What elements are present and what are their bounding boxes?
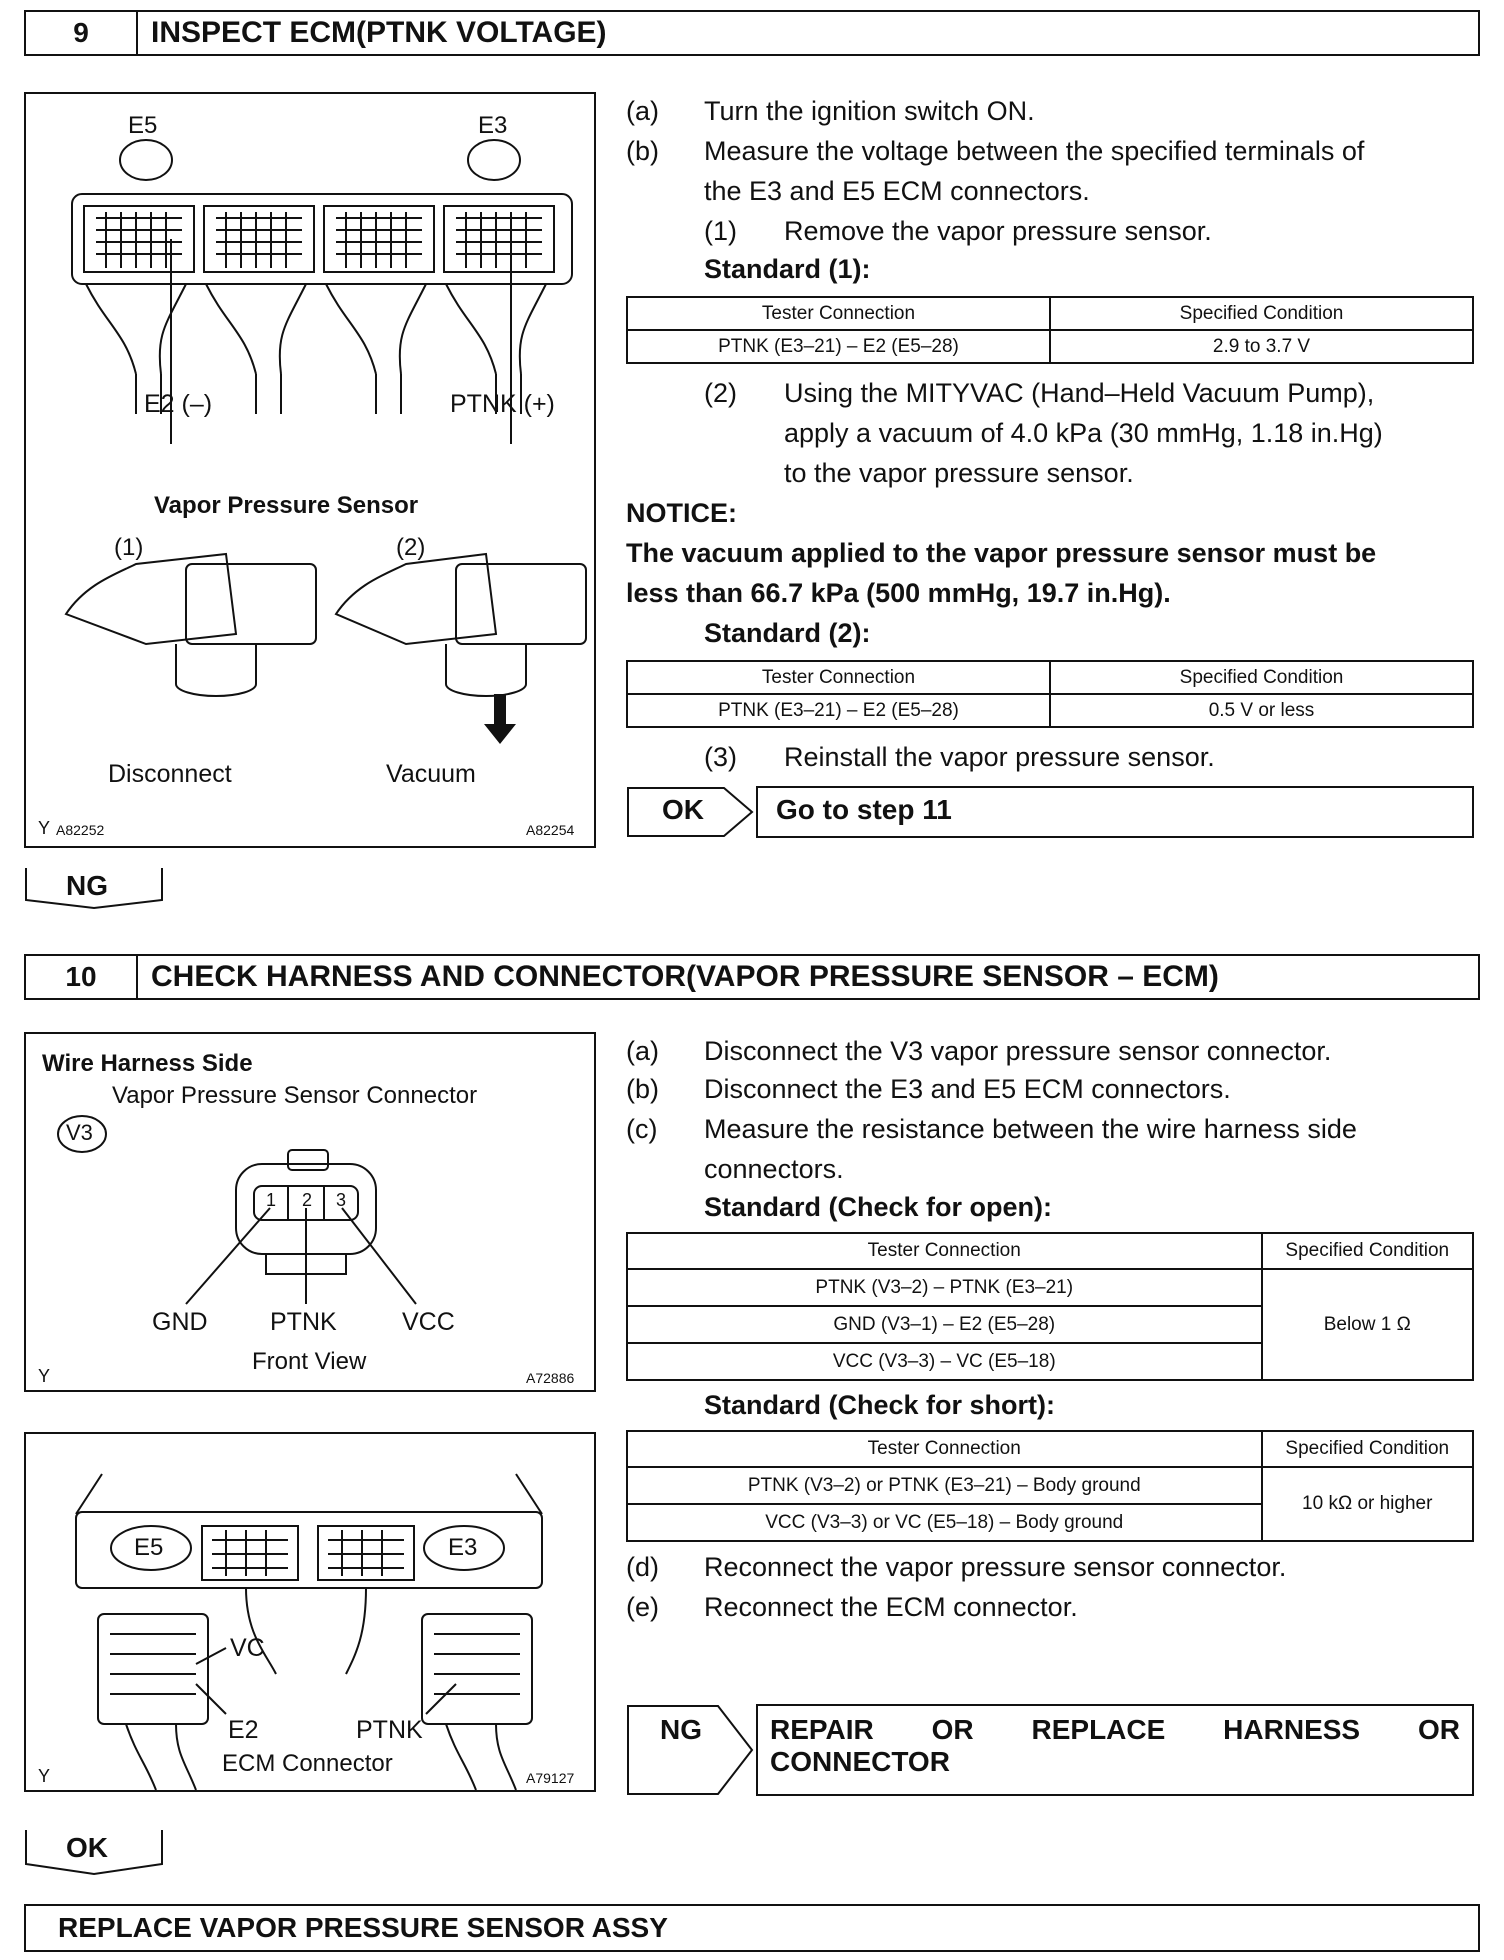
label-gnd: GND — [152, 1308, 208, 1336]
step-9-header — [24, 10, 1480, 56]
harness-subtitle: Vapor Pressure Sensor Connector — [112, 1082, 478, 1109]
pin-3: 3 — [336, 1190, 347, 1210]
ecm-voltage-figure — [24, 92, 596, 848]
ecm-connector-illustration-2 — [26, 1434, 594, 1790]
table-cell: 2.9 to 3.7 V — [1050, 330, 1473, 363]
step9-b-text1: Measure the voltage between the specified terminals of — [704, 136, 1365, 166]
table-header-row — [627, 297, 1473, 330]
step-9-number: 9 — [26, 12, 138, 54]
step-9-title: INSPECT ECM(PTNK VOLTAGE) — [151, 16, 607, 49]
sensor-title: Vapor Pressure Sensor — [154, 492, 419, 519]
ok-label: OK — [662, 794, 704, 825]
table-cell: PTNK (V3–2) or PTNK (E3–21) – Body ground — [627, 1467, 1262, 1504]
table-row — [627, 330, 1473, 363]
table-header-row — [627, 661, 1473, 694]
step10-e-text: Reconnect the ECM connector. — [704, 1592, 1078, 1622]
table-header-cell: Tester Connection — [627, 297, 1050, 330]
harness-connector-figure — [24, 1032, 596, 1392]
final-step-title: REPLACE VAPOR PRESSURE SENSOR ASSY — [58, 1912, 668, 1943]
spec-table-2 — [626, 660, 1474, 728]
step9-s2-text2: apply a vacuum of 4.0 kPa (30 mmHg, 1.18 in.Hg) — [784, 418, 1383, 448]
step9-s2-text1: Using the MITYVAC (Hand–Held Vacuum Pump), — [784, 378, 1375, 408]
step-10-header — [24, 954, 1480, 1000]
ok-label-10: OK — [66, 1832, 108, 1863]
fig-code-left: A82252 — [56, 822, 105, 838]
ecm-connector-illustration — [26, 94, 594, 846]
ecm-connector-figure — [24, 1432, 596, 1792]
label-disconnect: Disconnect — [108, 760, 232, 788]
table-header-cell: Tester Connection — [627, 1233, 1262, 1269]
fig-code-y: Y — [38, 1366, 51, 1386]
step10-d-text: Reconnect the vapor pressure sensor connector. — [704, 1552, 1287, 1582]
ng-label-10: NG — [660, 1714, 702, 1745]
table-cell: VCC (V3–3) or VC (E5–18) – Body ground — [627, 1504, 1262, 1541]
std-open-heading: Standard (Check for open): — [704, 1192, 1053, 1222]
table-header-cell: Specified Condition — [1262, 1233, 1474, 1269]
table-row — [627, 1467, 1473, 1504]
label-ptnk: PTNK — [356, 1716, 423, 1744]
label-2: (2) — [396, 534, 426, 561]
step9-s2-marker: (2) — [704, 378, 737, 408]
table-cell: PTNK (E3–21) – E2 (E5–28) — [627, 694, 1050, 727]
ng-label: NG — [66, 870, 108, 901]
step9-std1: Standard (1): — [704, 254, 871, 284]
step9-a-text: Turn the ignition switch ON. — [704, 96, 1035, 126]
table-cell: GND (V3–1) – E2 (E5–28) — [627, 1306, 1262, 1343]
label-1: (1) — [114, 534, 144, 561]
label-e2: E2 — [228, 1716, 259, 1744]
step9-s3-marker: (3) — [704, 742, 737, 772]
ok-result-box — [756, 786, 1474, 838]
step10-d-marker: (d) — [626, 1552, 659, 1582]
table-cell: VCC (V3–3) – VC (E5–18) — [627, 1343, 1262, 1380]
label-vc: VC — [230, 1634, 265, 1662]
step-10-title: CHECK HARNESS AND CONNECTOR(VAPOR PRESSURE SENSOR – ECM) — [151, 960, 1219, 993]
harness-title: Wire Harness Side — [42, 1050, 253, 1077]
std-short-heading: Standard (Check for short): — [704, 1390, 1056, 1420]
table-header-cell: Tester Connection — [627, 1431, 1262, 1467]
table-row — [627, 1269, 1473, 1306]
ng-result-line1: REPAIR OR REPLACE HARNESS OR — [770, 1714, 1460, 1745]
ng-result-line2: CONNECTOR — [770, 1746, 950, 1777]
label-vacuum: Vacuum — [386, 760, 476, 788]
step9-s1-marker: (1) — [704, 216, 737, 246]
notice-text1: The vacuum applied to the vapor pressure sensor must be — [626, 538, 1377, 568]
table-row — [627, 694, 1473, 727]
step-10-number: 10 — [26, 956, 138, 998]
label-vcc: VCC — [402, 1308, 455, 1336]
table-cell: PTNK (E3–21) – E2 (E5–28) — [627, 330, 1050, 363]
label-v3: V3 — [66, 1120, 93, 1145]
label-e5: E5 — [134, 1534, 164, 1561]
step10-c-text2: connectors. — [704, 1154, 844, 1184]
step9-a-marker: (a) — [626, 96, 659, 126]
spec-table-open — [626, 1232, 1474, 1381]
table-header-cell: Specified Condition — [1050, 297, 1473, 330]
label-e3: E3 — [448, 1534, 478, 1561]
table-cell: 10 kΩ or higher — [1262, 1467, 1474, 1541]
fig-code: A72886 — [526, 1370, 575, 1386]
label-e2: E2 (–) — [144, 390, 213, 418]
step10-b-text: Disconnect the E3 and E5 ECM connectors. — [704, 1074, 1231, 1104]
label-ptnk: PTNK — [270, 1308, 337, 1336]
label-ptnk: PTNK (+) — [450, 390, 555, 418]
table-header-cell: Tester Connection — [627, 661, 1050, 694]
fig-code-y: Y — [38, 1766, 51, 1786]
step9-s3-text: Reinstall the vapor pressure sensor. — [784, 742, 1215, 772]
ecm-connector-caption: ECM Connector — [222, 1750, 393, 1777]
table-cell: 0.5 V or less — [1050, 694, 1473, 727]
table-cell: Below 1 Ω — [1262, 1269, 1474, 1380]
step10-a-text: Disconnect the V3 vapor pressure sensor connector. — [704, 1036, 1332, 1066]
fig-code-right: A82254 — [526, 822, 575, 838]
notice-heading: NOTICE: — [626, 498, 737, 528]
table-header-row — [627, 1233, 1473, 1269]
table-header-row — [627, 1431, 1473, 1467]
table-header-cell: Specified Condition — [1050, 661, 1473, 694]
fig-code-y: Y — [38, 818, 51, 838]
step9-s1-text: Remove the vapor pressure sensor. — [784, 216, 1212, 246]
notice-text2: less than 66.7 kPa (500 mmHg, 19.7 in.Hg). — [626, 578, 1171, 608]
label-e3: E3 — [478, 112, 508, 139]
spec-table-short — [626, 1430, 1474, 1542]
label-e5: E5 — [128, 112, 158, 139]
spec-table-1 — [626, 296, 1474, 364]
step10-a-marker: (a) — [626, 1036, 659, 1066]
pin-1: 1 — [266, 1190, 277, 1210]
table-header-cell: Specified Condition — [1262, 1431, 1474, 1467]
final-step-box — [24, 1904, 1480, 1952]
ng-result-box — [756, 1704, 1474, 1796]
ok-result-text: Go to step 11 — [776, 794, 952, 825]
step10-b-marker: (b) — [626, 1074, 659, 1104]
table-cell: PTNK (V3–2) – PTNK (E3–21) — [627, 1269, 1262, 1306]
fig-code: A79127 — [526, 1770, 575, 1786]
pin-2: 2 — [302, 1190, 313, 1210]
step10-e-marker: (e) — [626, 1592, 659, 1622]
step9-b-text2: the E3 and E5 ECM connectors. — [704, 176, 1090, 206]
step9-b-marker: (b) — [626, 136, 659, 166]
step9-std2: Standard (2): — [704, 618, 871, 648]
step9-s2-text3: to the vapor pressure sensor. — [784, 458, 1134, 488]
front-view-caption: Front View — [252, 1348, 367, 1375]
step10-c-marker: (c) — [626, 1114, 658, 1144]
step10-c-text1: Measure the resistance between the wire harness side — [704, 1114, 1357, 1144]
